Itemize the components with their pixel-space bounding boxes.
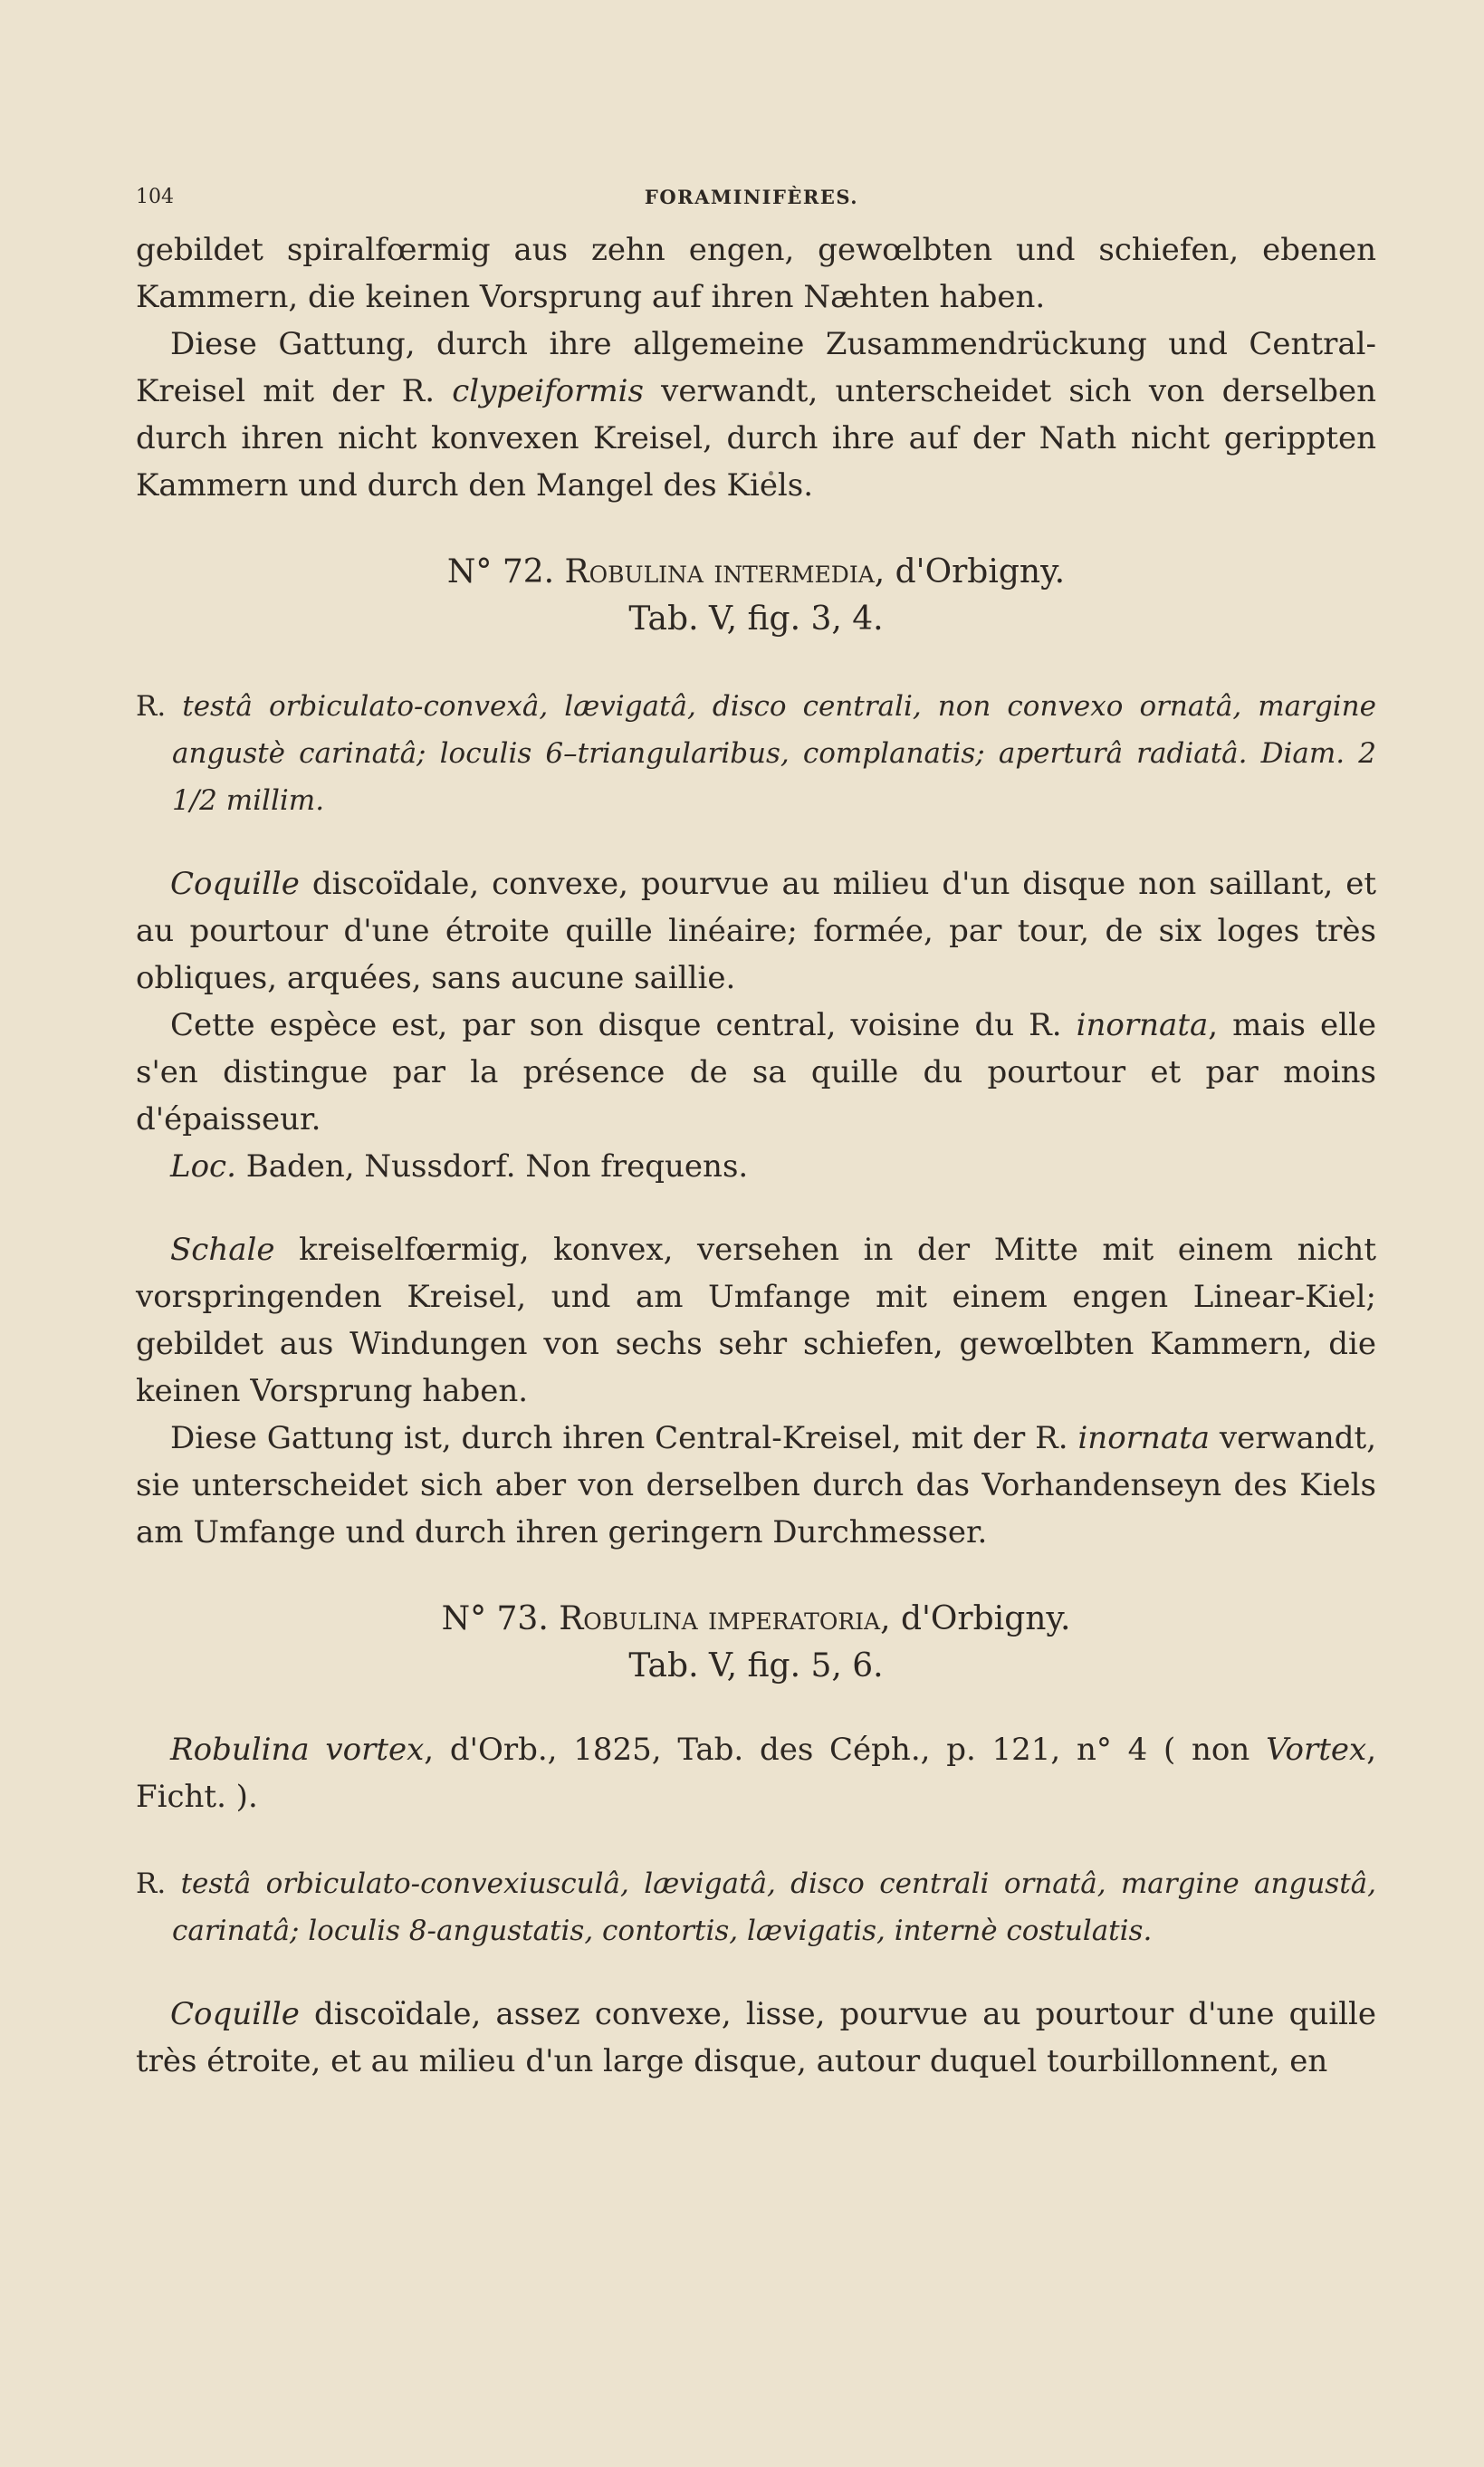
french-description-73: Coquille discoïdale, assez convexe, lisse, pourvue au pourtour d'une quille très étroite, et au milieu d'un large disque, autour duquel tourbillonnent, en <box>136 1996 1376 2079</box>
species-heading-73: N° 73. Robulina imperatoria, d'Orbigny. <box>441 1600 1071 1637</box>
latin-diagnosis-72: R. testâ orbiculato-convexâ, lævigatâ, disco centrali, non convexo ornatâ, margine angustè carinatâ; loculis 6–triangularibus, complanatis; aperturâ radiatâ. Diam. 2 1/2 millim. <box>136 690 1376 817</box>
page-header <box>136 186 1367 213</box>
paragraph-comparison: Diese Gattung, durch ihre allgemeine Zusammendrückung und Central-Kreisel mit der R. clypeiformis verwandt, unterscheidet sich von derselben durch ihren nicht konvexen Kreisel, durch ihre auf der Nath nicht gerippten Kammern und durch den Mangel des Kiels. <box>136 326 1376 504</box>
plate-reference-72: Tab. V, fig. 3, 4. <box>628 600 884 638</box>
french-comparison-72: Cette espèce est, par son disque central, voisine du R. inornata, mais elle s'en distingue par la présence de sa quille du pourtour et par moins d'épaisseur. <box>136 1007 1377 1138</box>
page-body <box>136 226 1376 2085</box>
synonymy-73: Robulina vortex, d'Orb., 1825, Tab. des Céph., p. 121, n° 4 ( non Vortex, Ficht. ). <box>136 1732 1376 1815</box>
german-comparison-72: Diese Gattung ist, durch ihren Central-Kreisel, mit der R. inornata verwandt, sie unterscheidet sich aber von derselben durch das Vorhandenseyn des Kiels am Umfange und durch ihren geringern Durchmesser. <box>136 1420 1377 1550</box>
species-name: clypeiformis <box>452 373 644 409</box>
french-description-72: Coquille discoïdale, convexe, pourvue au milieu d'un disque non saillant, et au pourtour d'une étroite quille linéaire; formée, par tour, de six loges très obliques, arquées, sans aucune saillie. <box>136 866 1376 996</box>
page-number: 104 <box>136 186 174 208</box>
locality-72: Loc. Baden, Nussdorf. Non frequens. <box>170 1148 749 1185</box>
species-heading-72: N° 72. Robulina intermedia, d'Orbigny. <box>446 553 1066 590</box>
paragraph-continuation: gebildet spiralfœrmig aus zehn engen, gewœlbten und schiefen, ebenen Kammern, die keinen Vorsprung auf ihren Næhten haben. <box>136 232 1376 315</box>
running-title: FORAMINIFÈRES. <box>644 186 859 208</box>
plate-reference-73: Tab. V, fig. 5, 6. <box>628 1647 884 1685</box>
german-description-72: Schale kreiselfœrmig, konvex, versehen in der Mitte mit einem nicht vorspringenden Kreisel, und am Umfange mit einem engen Linear-Kiel; gebildet aus Windungen von sechs sehr schiefen, gewœlbten Kammern, die keinen Vorsprung haben. <box>136 1232 1376 1409</box>
latin-diagnosis-73: R. testâ orbiculato-convexiusculâ, lævigatâ, disco centrali ornatâ, margine angustâ, carinatâ; loculis 8-angustatis, contortis, lævigatis, internè costulatis. <box>136 1867 1376 1947</box>
